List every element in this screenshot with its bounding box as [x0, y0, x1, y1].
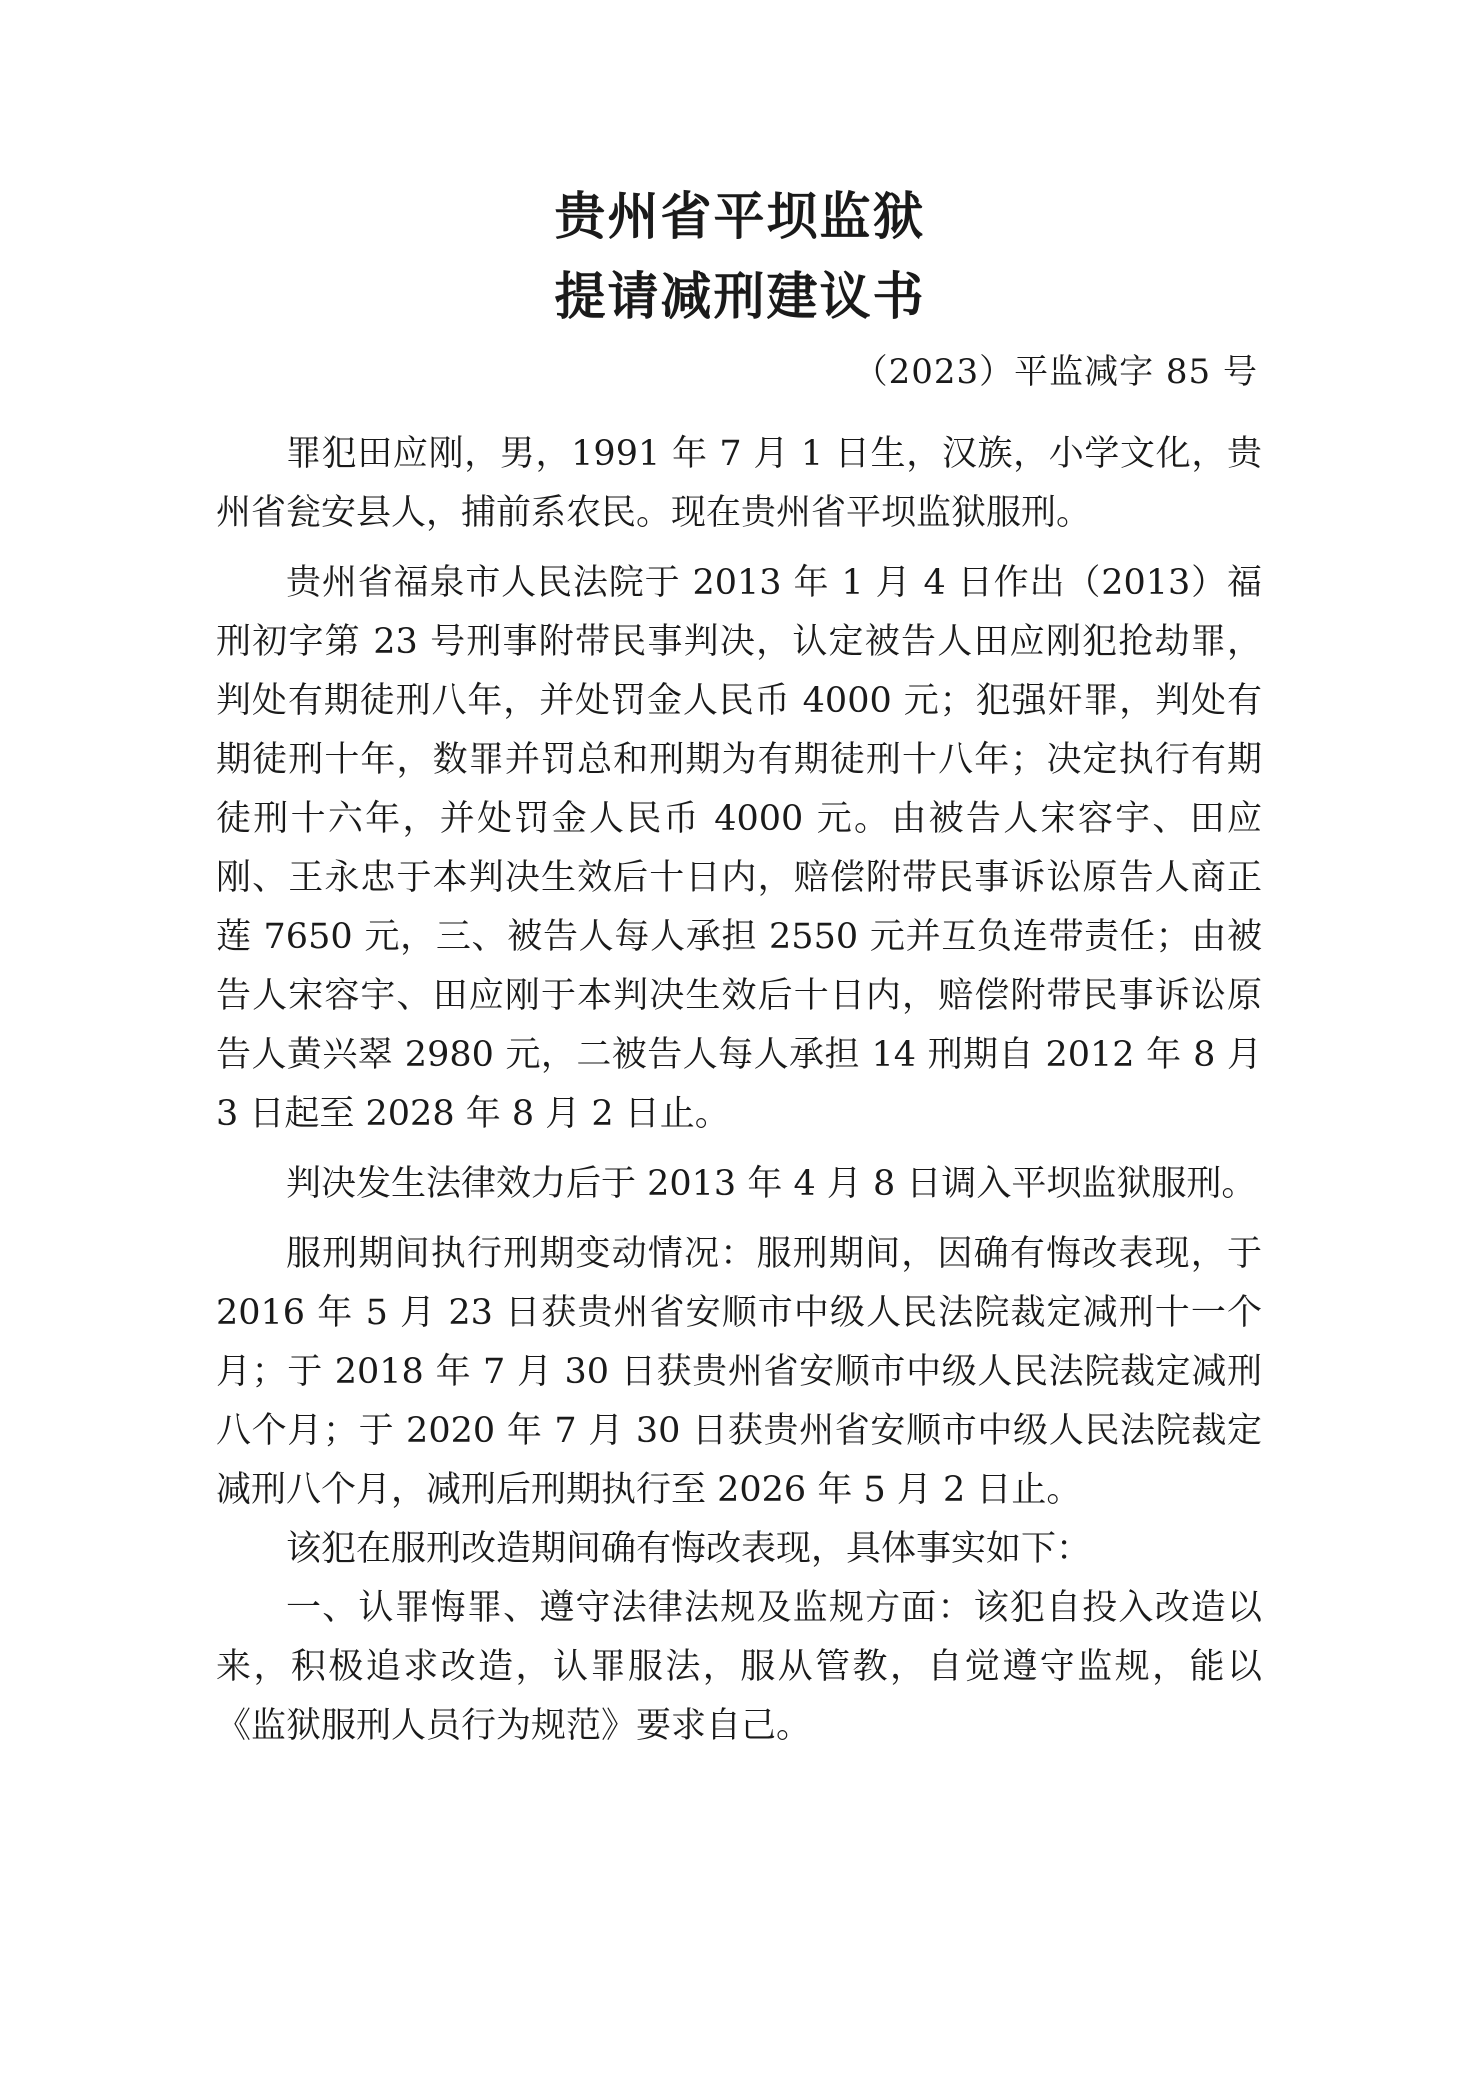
document-title-type: 提请减刑建议书 — [554, 268, 926, 327]
document-number: （2023）平监减字 85 号 — [853, 352, 1258, 392]
paragraph-sentence-changes: 服刑期间执行刑期变动情况：服刑期间，因确有悔改表现，于 2016 年 5 月 23 日获贵州省安顺市中级人民法院裁定减刑十一个月；于 2018 年 7 月 30 日获贵州省安顺市中级人民法院裁定减刑八个月；于 2020 年 7 月 30 日获贵州省安顺市中级人民法院裁定减刑八个月，减刑后刑期执行至 2026 年 5 月 2 日止。 — [216, 1234, 1262, 1510]
paragraph-facts-intro: 该犯在服刑改造期间确有悔改表现，具体事实如下： — [286, 1529, 1092, 1569]
paragraph-prisoner-info: 罪犯田应刚，男，1991 年 7 月 1 日生，汉族，小学文化，贵州省瓮安县人，捕前系农民。现在贵州省平坝监狱服刑。 — [216, 434, 1262, 533]
paragraph-facts-1: 一、认罪悔罪、遵守法律法规及监规方面：该犯自投入改造以来，积极追求改造，认罪服法，服从管教，自觉遵守监规，能以《监狱服刑人员行为规范》要求自己。 — [216, 1588, 1262, 1746]
document-title-prison: 贵州省平坝监狱 — [554, 188, 926, 247]
paragraph-transfer: 判决发生法律效力后于 2013 年 4 月 8 日调入平坝监狱服刑。 — [286, 1164, 1257, 1204]
paragraph-judgment: 贵州省福泉市人民法院于 2013 年 1 月 4 日作出（2013）福刑初字第 23 号刑事附带民事判决，认定被告人田应刚犯抢劫罪，判处有期徒刑八年，并处罚金人民币 4000 元；犯强奸罪，判处有期徒刑十年，数罪并罚总和刑期为有期徒刑十八年；决定执行有期徒刑十六年，并处罚金人民币 4000 元。由被告人宋容宇、田应刚、王永忠于本判决生效后十日内，赔偿附带民事诉讼原告人商正莲 7650 元，三、被告人每人承担 2550 元并互负连带责任；由被告人宋容宇、田应刚于本判决生效后十日内，赔偿附带民事诉讼原告人黄兴翠 2980 元，二被告人每人承担 14 刑期自 2012 年 8 月 3 日起至 2028 年 8 月 2 日止。 — [216, 563, 1262, 1134]
document-body — [216, 425, 1262, 1756]
